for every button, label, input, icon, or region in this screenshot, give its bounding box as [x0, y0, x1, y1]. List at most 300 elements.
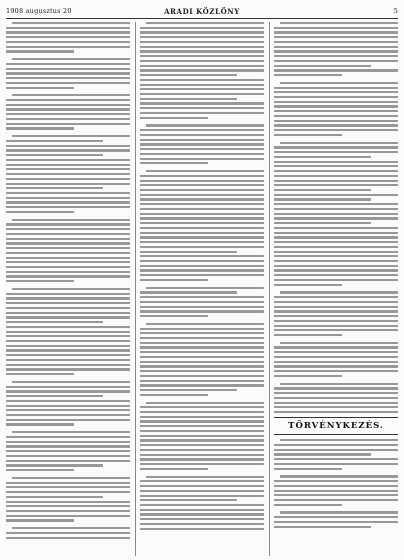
illegible-text-line	[6, 192, 130, 194]
illegible-text-line	[6, 515, 130, 517]
illegible-text-line	[6, 419, 130, 421]
illegible-text-line	[140, 74, 237, 76]
illegible-text-line	[140, 236, 264, 238]
illegible-text-line	[140, 222, 264, 224]
illegible-text-line	[274, 115, 398, 117]
illegible-text-line	[280, 439, 398, 441]
illegible-text-line	[6, 123, 130, 125]
illegible-text-line	[274, 406, 398, 408]
illegible-text-line	[140, 102, 264, 104]
illegible-text-line	[274, 156, 371, 158]
illegible-text-line	[6, 482, 130, 484]
illegible-text-line	[6, 242, 130, 244]
illegible-text-line	[140, 420, 264, 422]
text-columns	[6, 22, 398, 556]
illegible-text-line	[140, 416, 264, 418]
illegible-text-line	[140, 528, 264, 530]
illegible-text-line	[6, 409, 130, 411]
illegible-text-line	[274, 480, 398, 482]
illegible-text-line	[140, 411, 264, 413]
illegible-text-line	[140, 241, 264, 243]
illegible-text-line	[140, 315, 208, 317]
illegible-text-line	[6, 450, 130, 452]
illegible-text-line	[140, 425, 264, 427]
illegible-text-line	[140, 65, 264, 67]
illegible-text-line	[274, 55, 398, 57]
illegible-text-line	[140, 134, 264, 136]
illegible-text-line	[6, 41, 130, 43]
illegible-text-line	[6, 501, 130, 503]
illegible-text-line	[140, 332, 264, 334]
illegible-text-line	[12, 431, 130, 433]
illegible-text-line	[6, 211, 74, 213]
illegible-text-line	[140, 274, 264, 276]
illegible-text-line	[6, 140, 103, 142]
illegible-text-line	[6, 104, 130, 106]
page-number: 5	[393, 7, 398, 15]
illegible-text-line	[6, 63, 130, 65]
illegible-text-line	[140, 375, 264, 377]
illegible-text-line	[140, 31, 264, 33]
illegible-text-line	[140, 112, 264, 114]
illegible-text-line	[6, 321, 103, 323]
illegible-text-line	[140, 217, 264, 219]
illegible-text-line	[140, 513, 264, 515]
illegible-text-line	[140, 36, 264, 38]
illegible-text-line	[140, 208, 264, 210]
illegible-text-line	[6, 46, 130, 48]
illegible-text-line	[12, 477, 130, 479]
illegible-text-line	[274, 241, 398, 243]
illegible-text-line	[274, 36, 398, 38]
column-middle	[135, 22, 264, 556]
illegible-text-line	[6, 31, 130, 33]
illegible-text-line	[6, 178, 130, 180]
illegible-text-line	[6, 505, 130, 507]
illegible-text-line	[6, 405, 130, 407]
illegible-text-line	[140, 435, 264, 437]
illegible-text-line	[140, 139, 264, 141]
illegible-text-line	[6, 247, 130, 249]
illegible-text-line	[140, 490, 264, 492]
illegible-text-line	[274, 91, 398, 93]
illegible-text-line	[6, 233, 130, 235]
illegible-text-line	[140, 158, 264, 160]
illegible-text-line	[274, 161, 398, 163]
illegible-text-line	[6, 36, 130, 38]
illegible-text-line	[140, 463, 264, 465]
illegible-text-line	[140, 184, 264, 186]
illegible-text-line	[140, 394, 208, 396]
illegible-text-line	[274, 129, 398, 131]
illegible-text-line	[6, 223, 130, 225]
issue-date: 1908 augusztus 20	[6, 7, 72, 15]
illegible-text-line	[12, 219, 130, 221]
illegible-text-line	[280, 82, 398, 84]
illegible-text-line	[140, 269, 264, 271]
illegible-text-line	[140, 346, 264, 348]
illegible-text-line	[6, 335, 130, 337]
illegible-text-line	[6, 386, 130, 388]
illegible-text-line	[6, 87, 74, 89]
illegible-text-line	[274, 60, 398, 62]
illegible-text-line	[274, 504, 342, 506]
illegible-text-line	[274, 325, 398, 327]
illegible-text-line	[140, 60, 264, 62]
illegible-text-line	[6, 441, 130, 443]
illegible-text-line	[140, 342, 264, 344]
illegible-text-line	[140, 480, 264, 482]
illegible-text-line	[280, 22, 398, 24]
illegible-text-line	[274, 463, 398, 465]
illegible-text-line	[12, 288, 130, 290]
illegible-text-line	[12, 94, 130, 96]
illegible-text-line	[6, 445, 130, 447]
illegible-text-line	[274, 334, 342, 336]
illegible-text-line	[274, 203, 398, 205]
illegible-text-line	[6, 510, 130, 512]
illegible-text-line	[280, 142, 398, 144]
illegible-text-line	[274, 375, 342, 377]
illegible-text-line	[6, 187, 103, 189]
illegible-text-line	[140, 148, 264, 150]
illegible-text-line	[274, 453, 371, 455]
illegible-text-line	[146, 476, 264, 478]
illegible-text-line	[140, 380, 264, 382]
illegible-text-line	[140, 175, 264, 177]
illegible-text-line	[140, 504, 264, 506]
illegible-text-line	[274, 315, 398, 317]
illegible-text-line	[274, 151, 398, 153]
illegible-text-line	[274, 279, 398, 281]
illegible-text-line	[274, 521, 398, 523]
illegible-text-line	[280, 383, 398, 385]
illegible-text-line	[6, 238, 130, 240]
illegible-text-line	[140, 203, 264, 205]
illegible-text-line	[274, 274, 398, 276]
illegible-text-line	[274, 444, 398, 446]
illegible-text-line	[140, 189, 264, 191]
illegible-text-line	[140, 255, 264, 257]
illegible-text-line	[140, 41, 264, 43]
illegible-text-line	[274, 370, 398, 372]
newspaper-title: ARADI KÖZLÖNY	[164, 6, 240, 16]
illegible-text-line	[6, 469, 74, 471]
illegible-text-line	[6, 354, 130, 356]
illegible-text-line	[6, 82, 130, 84]
illegible-text-line	[274, 301, 398, 303]
illegible-text-line	[140, 370, 264, 372]
illegible-text-line	[6, 400, 130, 402]
illegible-text-line	[274, 494, 398, 496]
illegible-text-line	[6, 168, 130, 170]
illegible-text-line	[12, 22, 130, 24]
illegible-text-line	[140, 310, 264, 312]
illegible-text-line	[274, 490, 398, 492]
illegible-text-line	[6, 271, 130, 273]
illegible-text-line	[140, 523, 264, 525]
illegible-text-line	[140, 279, 208, 281]
illegible-text-line	[6, 519, 74, 521]
illegible-text-line	[146, 22, 264, 24]
illegible-text-line	[274, 251, 398, 253]
illegible-text-line	[140, 495, 264, 497]
illegible-text-line	[274, 180, 398, 182]
illegible-text-line	[140, 301, 264, 303]
illegible-text-line	[274, 134, 342, 136]
illegible-text-line	[146, 170, 264, 172]
illegible-text-line	[6, 359, 130, 361]
illegible-text-line	[274, 170, 398, 172]
illegible-text-line	[6, 99, 130, 101]
illegible-text-line	[140, 88, 264, 90]
illegible-text-line	[274, 105, 398, 107]
illegible-text-line	[6, 395, 103, 397]
illegible-text-line	[274, 96, 398, 98]
illegible-text-line	[6, 164, 130, 166]
illegible-text-line	[280, 291, 398, 293]
illegible-text-line	[140, 265, 264, 267]
section-heading-block	[274, 417, 398, 435]
illegible-text-line	[140, 98, 237, 100]
illegible-text-line	[6, 532, 130, 534]
illegible-text-line	[6, 228, 130, 230]
illegible-text-line	[274, 411, 398, 413]
illegible-text-line	[140, 260, 264, 262]
illegible-text-line	[140, 296, 264, 298]
illegible-text-line	[6, 455, 130, 457]
illegible-text-line	[140, 291, 237, 293]
illegible-text-line	[6, 368, 130, 370]
illegible-text-line	[6, 414, 130, 416]
illegible-text-line	[274, 458, 398, 460]
illegible-text-line	[6, 464, 103, 466]
illegible-text-line	[6, 280, 74, 282]
illegible-text-line	[274, 499, 398, 501]
illegible-text-line	[6, 183, 130, 185]
illegible-text-line	[6, 293, 130, 295]
illegible-text-line	[146, 402, 264, 404]
illegible-text-line	[6, 491, 130, 493]
illegible-text-line	[140, 406, 264, 408]
illegible-text-line	[6, 340, 130, 342]
illegible-text-line	[6, 145, 130, 147]
illegible-text-line	[140, 389, 237, 391]
illegible-text-line	[274, 346, 398, 348]
illegible-text-line	[274, 265, 398, 267]
illegible-text-line	[6, 252, 130, 254]
illegible-text-line	[140, 143, 264, 145]
illegible-text-line	[6, 496, 103, 498]
illegible-text-line	[140, 213, 264, 215]
illegible-text-line	[274, 392, 398, 394]
illegible-text-line	[6, 159, 130, 161]
illegible-text-line	[140, 337, 264, 339]
illegible-text-line	[140, 227, 264, 229]
illegible-text-line	[274, 468, 342, 470]
illegible-text-line	[140, 518, 264, 520]
illegible-text-line	[140, 361, 264, 363]
illegible-text-line	[274, 31, 398, 33]
illegible-text-line	[6, 206, 130, 208]
illegible-text-line	[146, 124, 264, 126]
illegible-text-line	[146, 323, 264, 325]
illegible-text-line	[140, 93, 264, 95]
illegible-text-line	[274, 227, 398, 229]
illegible-text-line	[140, 198, 264, 200]
illegible-text-line	[274, 87, 398, 89]
illegible-text-line	[6, 149, 130, 151]
illegible-text-line	[6, 390, 130, 392]
illegible-text-line	[140, 251, 237, 253]
illegible-text-line	[6, 486, 130, 488]
heading-rule-top	[274, 417, 398, 418]
illegible-text-line	[274, 320, 398, 322]
illegible-text-line	[6, 50, 74, 52]
illegible-text-line	[274, 397, 398, 399]
illegible-text-line	[12, 135, 130, 137]
illegible-text-line	[274, 329, 398, 331]
illegible-text-line	[274, 189, 371, 191]
illegible-text-line	[274, 351, 398, 353]
illegible-text-line	[280, 511, 398, 513]
illegible-text-line	[140, 365, 264, 367]
illegible-text-line	[6, 154, 103, 156]
illegible-text-line	[140, 458, 264, 460]
illegible-text-line	[274, 260, 398, 262]
illegible-text-line	[6, 345, 130, 347]
illegible-text-line	[274, 361, 398, 363]
illegible-text-line	[140, 162, 208, 164]
illegible-text-line	[274, 208, 398, 210]
illegible-text-line	[274, 146, 398, 148]
illegible-text-line	[280, 342, 398, 344]
illegible-text-line	[274, 74, 342, 76]
heading-rule-bottom	[274, 434, 398, 435]
illegible-text-line	[6, 201, 130, 203]
illegible-text-line	[140, 306, 264, 308]
illegible-text-line	[274, 198, 371, 200]
illegible-text-line	[146, 287, 264, 289]
illegible-text-line	[6, 460, 130, 462]
illegible-text-line	[274, 101, 398, 103]
illegible-text-line	[274, 184, 398, 186]
column-right	[269, 22, 398, 556]
illegible-text-line	[140, 232, 264, 234]
illegible-text-line	[274, 402, 398, 404]
illegible-text-line	[274, 69, 398, 71]
illegible-text-line	[6, 312, 130, 314]
illegible-text-line	[6, 113, 130, 115]
illegible-text-line	[12, 527, 130, 529]
column-left	[6, 22, 130, 556]
illegible-text-line	[274, 27, 398, 29]
illegible-text-line	[274, 296, 398, 298]
illegible-text-line	[274, 526, 371, 528]
illegible-text-line	[274, 449, 398, 451]
illegible-text-line	[6, 77, 130, 79]
illegible-text-line	[274, 306, 398, 308]
illegible-text-line	[274, 222, 371, 224]
illegible-text-line	[6, 173, 130, 175]
illegible-text-line	[6, 72, 130, 74]
illegible-text-line	[140, 356, 264, 358]
illegible-text-line	[140, 328, 264, 330]
illegible-text-line	[274, 269, 398, 271]
illegible-text-line	[140, 351, 264, 353]
illegible-text-line	[140, 454, 264, 456]
illegible-text-line	[274, 246, 398, 248]
illegible-text-line	[140, 55, 264, 57]
illegible-text-line	[140, 79, 264, 81]
illegible-text-line	[6, 275, 130, 277]
section-heading: TÖRVÉNYKEZÉS.	[288, 421, 384, 432]
illegible-text-line	[140, 50, 264, 52]
illegible-text-line	[6, 197, 130, 199]
illegible-text-line	[274, 387, 398, 389]
illegible-text-line	[140, 485, 264, 487]
illegible-text-line	[6, 373, 74, 375]
illegible-text-line	[274, 217, 398, 219]
illegible-text-line	[274, 65, 371, 67]
illegible-text-line	[6, 261, 130, 263]
illegible-text-line	[140, 129, 264, 131]
illegible-text-line	[280, 475, 398, 477]
illegible-text-line	[274, 41, 398, 43]
illegible-text-line	[6, 326, 130, 328]
illegible-text-line	[274, 236, 398, 238]
illegible-text-line	[274, 124, 398, 126]
illegible-text-line	[274, 284, 342, 286]
illegible-text-line	[140, 430, 264, 432]
illegible-text-line	[6, 257, 130, 259]
illegible-text-line	[140, 107, 264, 109]
illegible-text-line	[140, 509, 264, 511]
illegible-text-line	[140, 246, 264, 248]
illegible-text-line	[12, 58, 130, 60]
illegible-text-line	[274, 516, 398, 518]
illegible-text-line	[12, 381, 130, 383]
illegible-text-line	[140, 180, 264, 182]
illegible-text-line	[140, 84, 264, 86]
illegible-text-line	[274, 255, 398, 257]
illegible-text-line	[140, 27, 264, 29]
illegible-text-line	[6, 436, 130, 438]
illegible-text-line	[140, 384, 264, 386]
illegible-text-line	[140, 449, 264, 451]
illegible-text-line	[274, 120, 398, 122]
illegible-text-line	[274, 232, 398, 234]
illegible-text-line	[6, 331, 130, 333]
illegible-text-line	[274, 110, 398, 112]
illegible-text-line	[140, 439, 264, 441]
illegible-text-line	[6, 297, 130, 299]
masthead	[6, 4, 398, 19]
illegible-text-line	[274, 194, 398, 196]
illegible-text-line	[6, 537, 130, 539]
illegible-text-line	[140, 444, 264, 446]
illegible-text-line	[274, 356, 398, 358]
illegible-text-line	[140, 194, 264, 196]
illegible-text-line	[274, 165, 398, 167]
illegible-text-line	[274, 175, 398, 177]
illegible-text-line	[6, 266, 130, 268]
illegible-text-line	[274, 46, 398, 48]
illegible-text-line	[6, 307, 130, 309]
illegible-text-line	[140, 69, 264, 71]
illegible-text-line	[274, 310, 398, 312]
illegible-text-line	[140, 499, 237, 501]
